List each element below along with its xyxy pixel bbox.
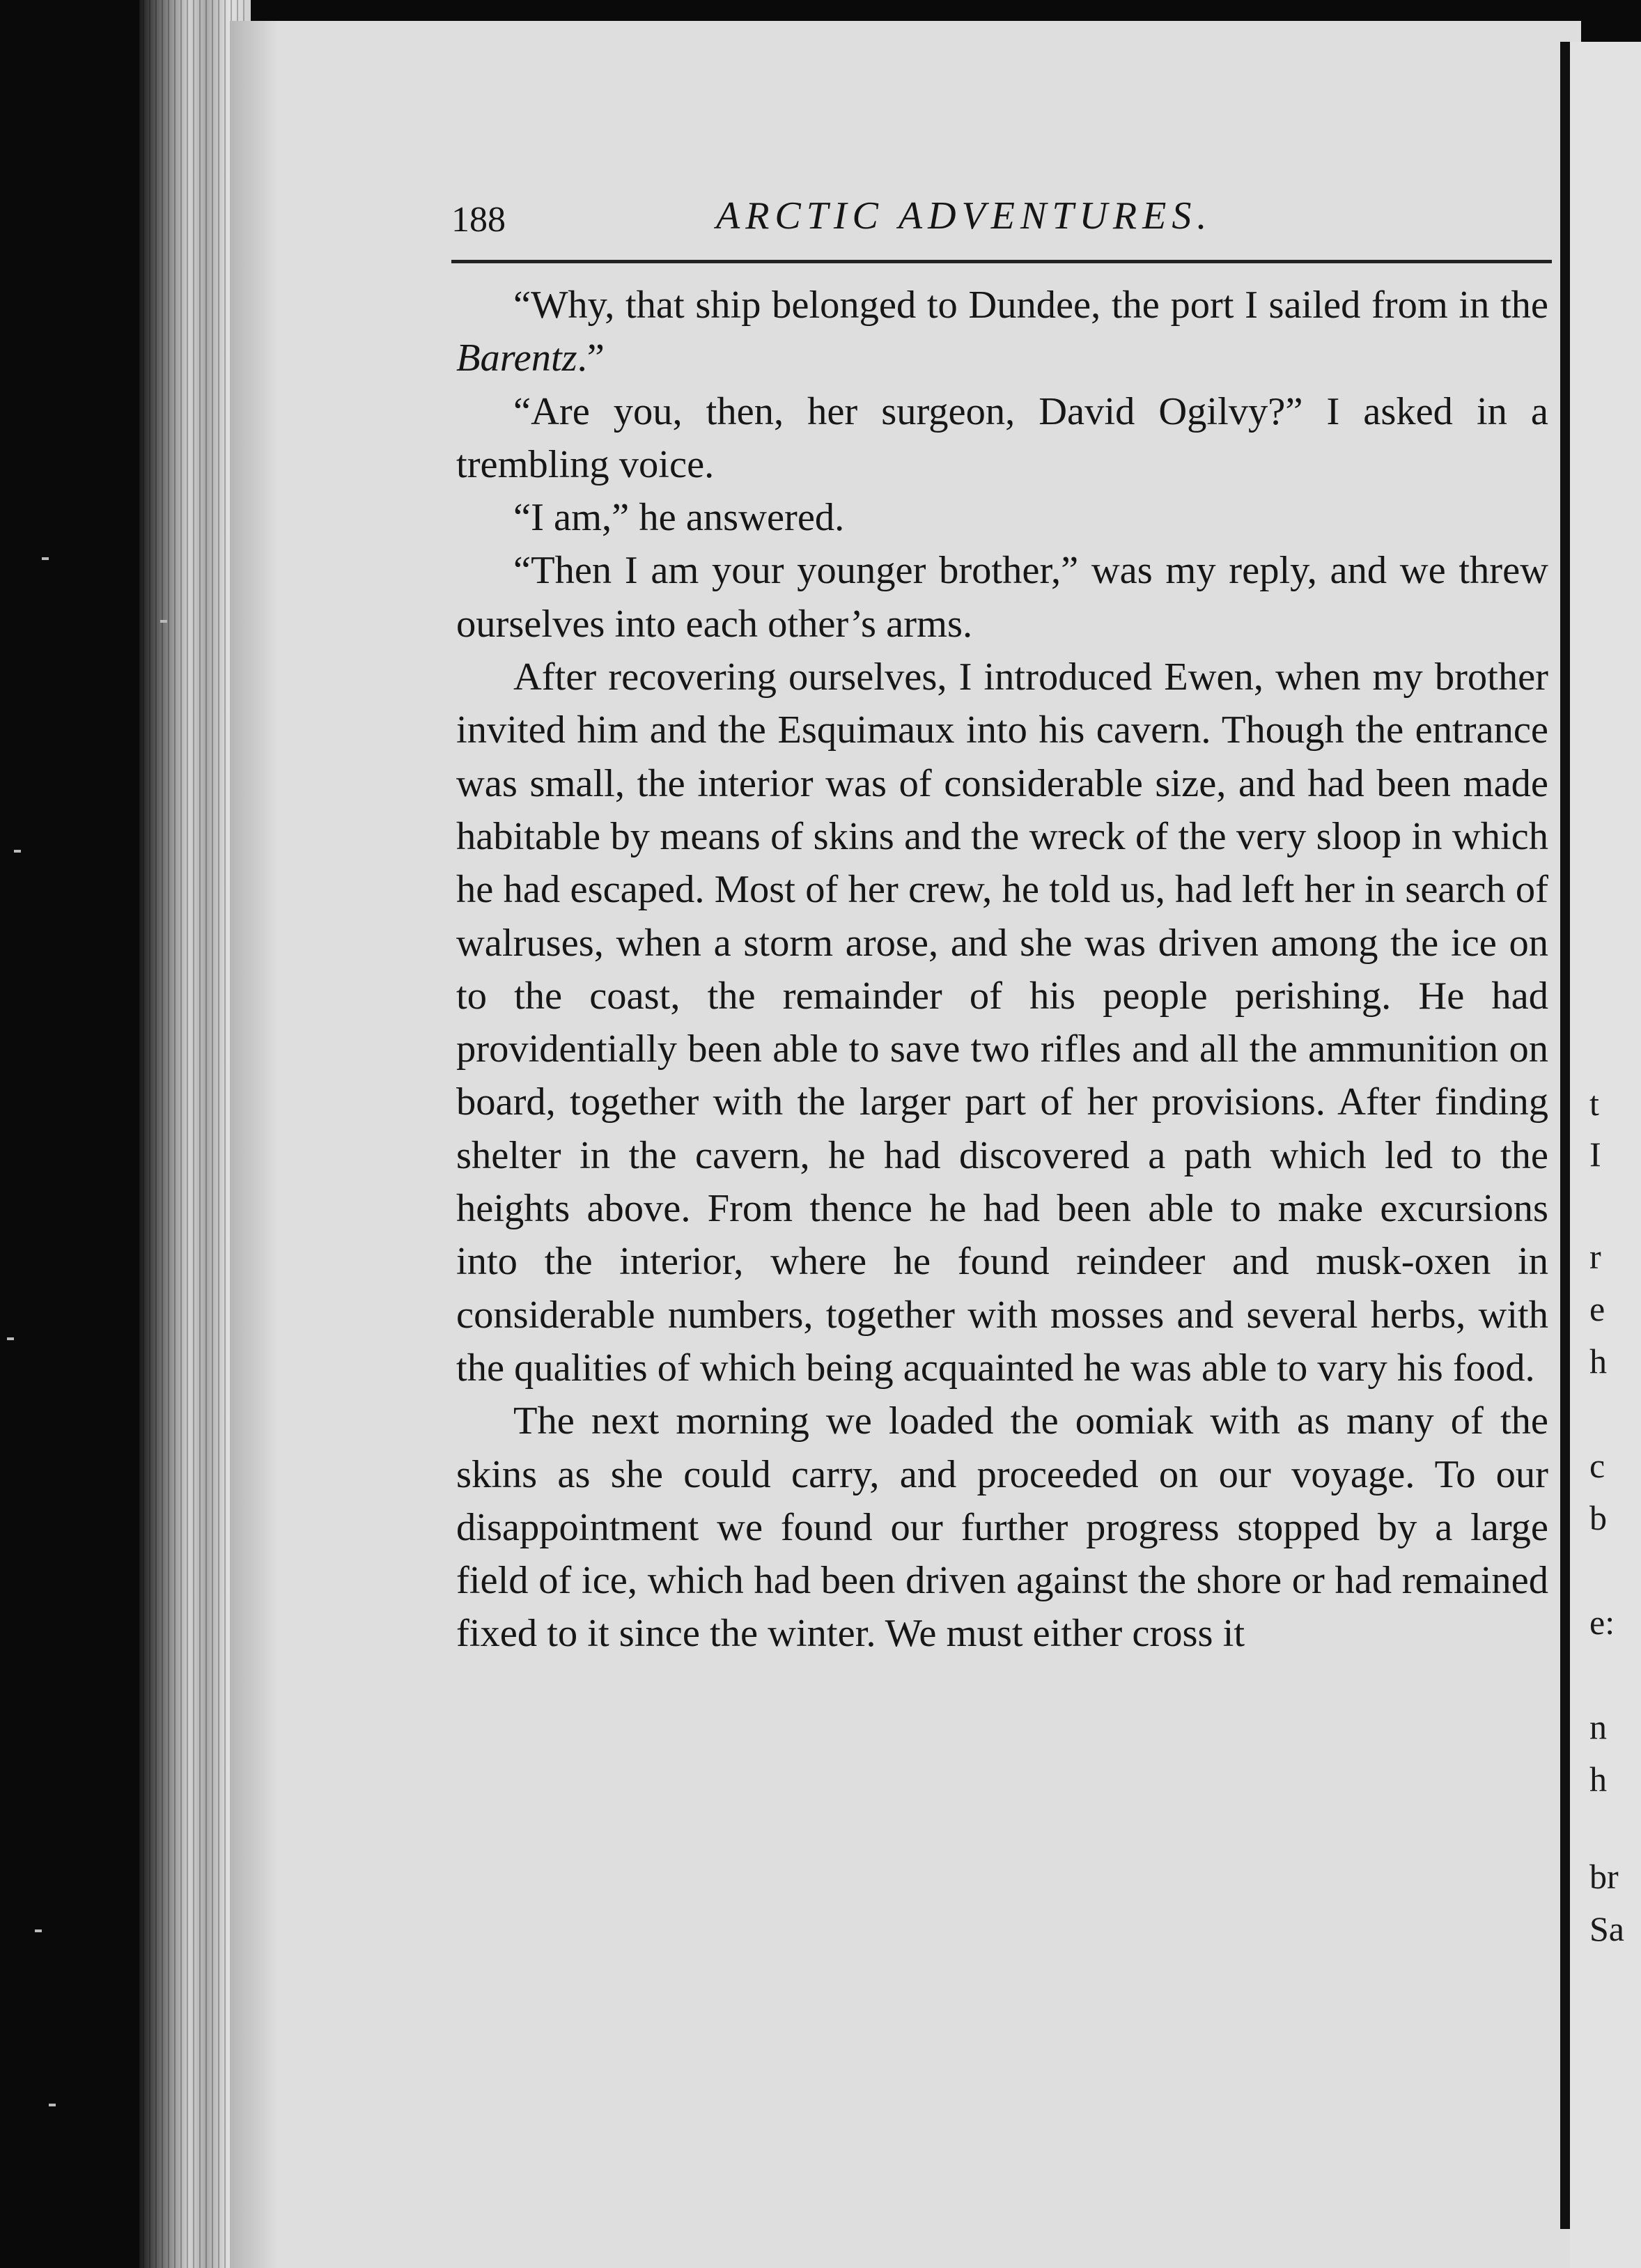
next-page-fragments	[1589, 0, 1641, 2268]
next-page-fragment: r	[1589, 1237, 1601, 1276]
gutter-shadow	[230, 21, 279, 2268]
next-page-fragment: n	[1589, 1707, 1607, 1746]
next-page-fragment: e:	[1589, 1603, 1615, 1642]
next-page-fragment: I	[1589, 1135, 1601, 1174]
next-page-fragment: b	[1589, 1498, 1607, 1537]
next-page-fragment: e	[1589, 1289, 1605, 1328]
next-page-fragment: h	[1589, 1342, 1607, 1381]
next-page-fragment: c	[1589, 1446, 1605, 1485]
body-text	[456, 279, 1548, 1661]
page-number: 188	[451, 200, 506, 240]
next-page-fragment: Sa	[1589, 1909, 1624, 1948]
next-page-fragment: h	[1589, 1760, 1607, 1799]
next-page-fragment: br	[1589, 1857, 1619, 1896]
paragraph: “Why, that ship belonged to Dundee, the port I sailed from in the Barentz.”	[456, 284, 1548, 380]
next-page-fragment: t	[1589, 1084, 1599, 1123]
paragraph: After recovering ourselves, I introduced Ewen, when my brother invited him and the Esquimaux into his cavern. Though the entrance was small, the interior was of considerable size, and had been made habitable by means of skins and the wreck of the very sloop in which he had escaped. Most of her crew, he told us, had left her in search of walruses, when a storm arose, and she was driven among the ice on to the coast, the remainder of his people perishing. He had providentially been able to save two rifles and all the ammunition on board, together with the larger part of her provisions. After finding shelter in the cavern, he had discovered a path which led to the heights above. From thence he had been able to make excursions into the interior, where he found reindeer and musk-oxen in considerable numbers, together with mosses and several herbs, with the qualities of which being acquainted he was able to vary his food.	[456, 655, 1548, 1390]
paragraph: “Are you, then, her surgeon, David Ogilvy?” I asked in a trembling voice.	[456, 389, 1548, 486]
running-title: ARCTIC ADVENTURES.	[716, 194, 1213, 238]
paragraph: “I am,” he answered.	[513, 496, 845, 540]
paragraph: The next morning we loaded the oomiak with as many of the skins as she could carry, and proceeded on our voyage. To our disappointment we found our further progress stopped by a large field of ice, which had been driven against the shore or had remained fixed to it since the winter. We must either cross it	[456, 1399, 1548, 1656]
header-rule	[451, 260, 1552, 263]
ship-name: Barentz	[456, 336, 577, 380]
paragraph: “Then I am your younger brother,” was my reply, and we threw ourselves into each other’s arms.	[456, 549, 1548, 646]
page-header	[451, 194, 1552, 249]
page-divider	[1560, 42, 1570, 2229]
